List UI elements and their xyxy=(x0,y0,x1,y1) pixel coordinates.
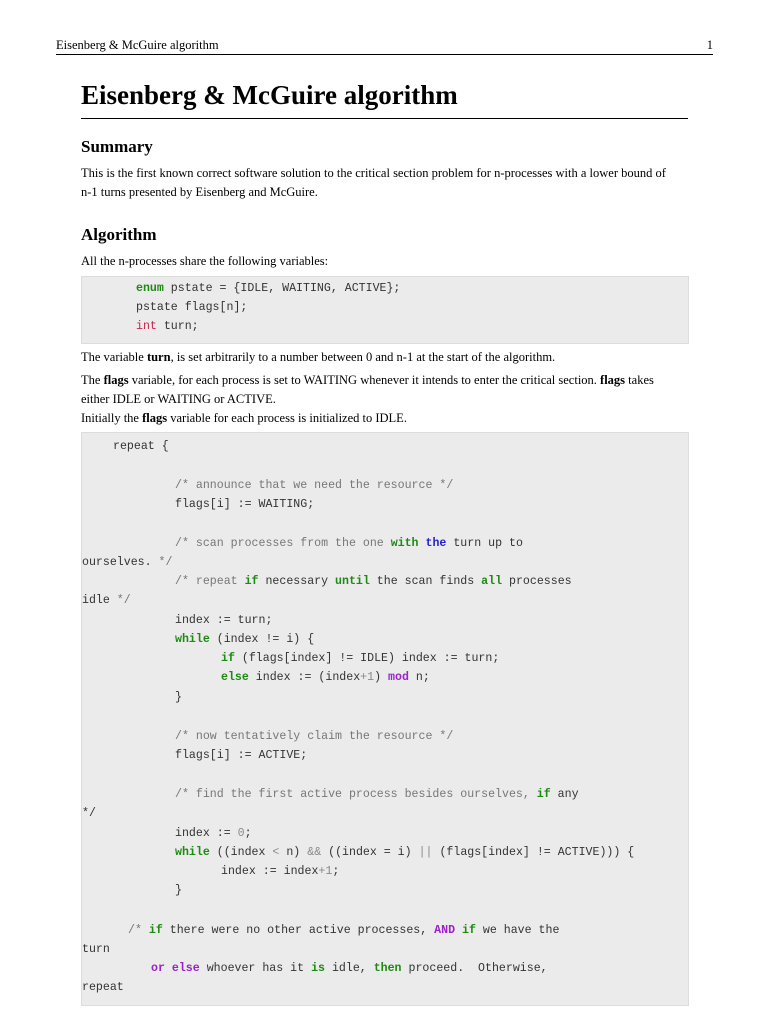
code-line: /* now tentatively claim the resource */ xyxy=(175,730,454,743)
flags-paragraph-line-3: Initially the flags variable for each process is initialized to IDLE. xyxy=(81,411,407,425)
algorithm-heading: Algorithm xyxy=(81,225,157,244)
page-number: 1 xyxy=(706,38,713,52)
code-line: idle */ xyxy=(82,594,131,607)
summary-heading: Summary xyxy=(81,137,153,156)
code-line: flags[i] := WAITING; xyxy=(175,498,315,511)
code-line: else index := (index+1) mod n; xyxy=(221,671,430,684)
flags-paragraph-line-1: The flags variable, for each process is set to WAITING whenever it intends to enter the critical section. flags takes xyxy=(81,373,654,387)
code-line: pstate flags[n]; xyxy=(136,301,248,314)
algorithm-intro: All the n-processes share the following variables: xyxy=(81,254,329,268)
turn-paragraph: The variable turn, is set arbitrarily to a number between 0 and n-1 at the start of the algorithm. xyxy=(81,350,556,364)
code-line: index := index+1; xyxy=(221,865,340,878)
flags-paragraph-line-2: either IDLE or WAITING or ACTIVE. xyxy=(81,392,276,406)
code-line: flags[i] := ACTIVE; xyxy=(175,749,308,762)
code-line: } xyxy=(175,691,182,704)
summary-line-2: n-1 turns presented by Eisenberg and McGuire. xyxy=(81,185,318,199)
code-line: index := turn; xyxy=(175,614,273,627)
code-line: or else whoever has it is idle, then proceed. Otherwise, xyxy=(151,962,548,975)
code-line: /* repeat if necessary until the scan finds all processes xyxy=(175,575,572,588)
code-line: repeat { xyxy=(113,440,169,453)
code-line: turn xyxy=(82,943,110,956)
code-line: ourselves. */ xyxy=(82,556,173,569)
title-rule xyxy=(81,118,688,119)
variables-code-block xyxy=(81,276,689,344)
running-title: Eisenberg & McGuire algorithm xyxy=(56,38,219,52)
code-line: */ xyxy=(82,807,96,820)
page-title: Eisenberg & McGuire algorithm xyxy=(81,80,458,110)
code-line: /* announce that we need the resource */ xyxy=(175,479,454,492)
code-line: } xyxy=(175,884,182,897)
code-line: while ((index < n) && ((index = i) || (flags[index] != ACTIVE))) { xyxy=(175,846,635,859)
code-line: /* find the first active process besides ourselves, if any xyxy=(175,788,579,801)
running-header xyxy=(56,38,713,55)
code-line: index := 0; xyxy=(175,827,252,840)
code-line: /* scan processes from the one with the turn up to xyxy=(175,537,523,550)
algorithm-code-block xyxy=(81,432,689,1006)
code-line: /* if there were no other active processes, AND if we have the xyxy=(128,924,560,937)
summary-line-1: This is the first known correct software solution to the critical section problem for n-processes with a lower bound of xyxy=(81,166,666,180)
code-line: repeat xyxy=(82,981,124,994)
code-line: enum pstate = {IDLE, WAITING, ACTIVE}; xyxy=(136,282,401,295)
code-line: while (index != i) { xyxy=(175,633,315,646)
code-line: if (flags[index] != IDLE) index := turn; xyxy=(221,652,500,665)
code-line: int turn; xyxy=(136,320,199,333)
